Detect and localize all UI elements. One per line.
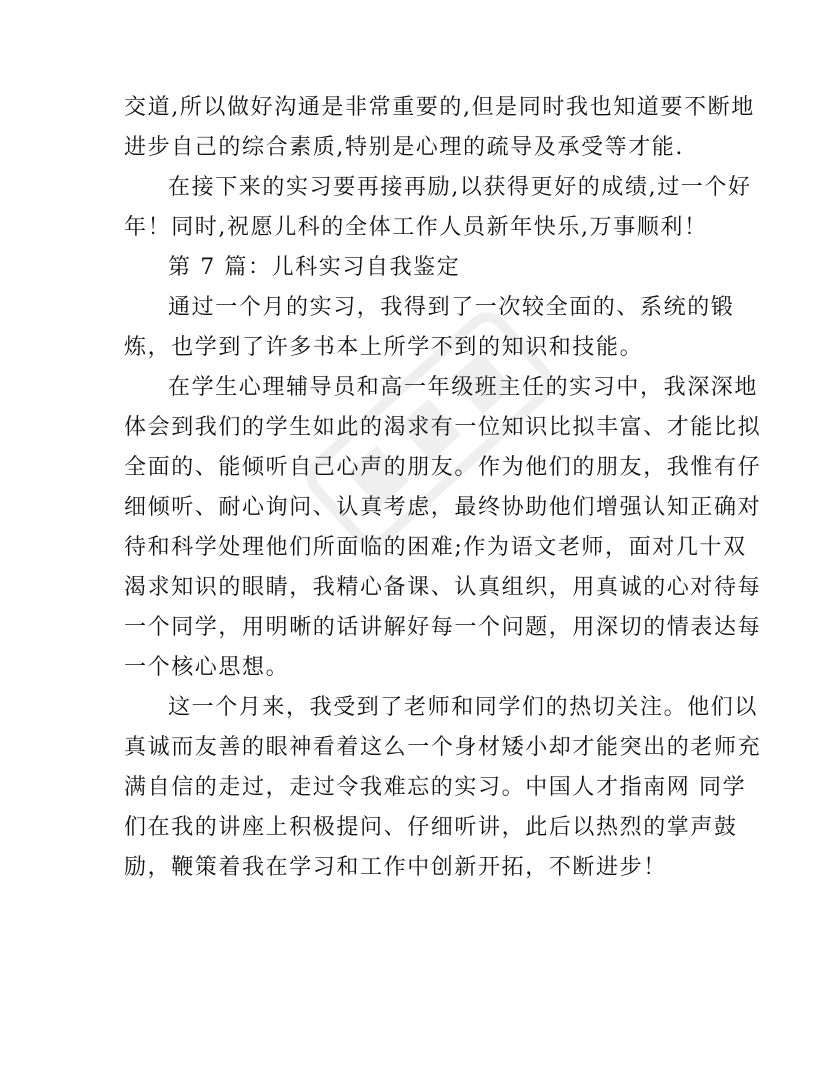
text-line: 年！同时,祝愿儿科的全体工作人员新年快乐,万事顺利！ <box>124 215 708 240</box>
paragraph-intro <box>124 288 735 368</box>
text-line: 真诚而友善的眼神看着这么一个身材矮小却才能突出的老师充 <box>124 735 762 760</box>
heading-text: 第 7 篇：儿科实习自我鉴定 <box>168 255 461 280</box>
text-line: 交道,所以做好沟通是非常重要的,但是同时我也知道要不断地 <box>124 95 755 120</box>
text-line: 体会到我们的学生如此的渴求有一位知识比拟丰富、才能比拟 <box>124 415 762 440</box>
paragraph-continued <box>124 88 755 168</box>
text-line: 励，鞭策着我在学习和工作中创新开拓，不断进步！ <box>124 855 667 880</box>
text-line: 在学生心理辅导员和高一年级班主任的实习中，我深深地 <box>168 375 759 400</box>
paragraph-reflection <box>124 688 762 888</box>
text-line: 一个核心思想。 <box>124 655 290 680</box>
paragraph-experience <box>124 368 762 688</box>
paragraph-closing <box>124 168 752 248</box>
text-line: 满自信的走过，走过令我难忘的实习。中国人才指南网 同学 <box>124 775 747 800</box>
document-body <box>124 88 762 888</box>
text-line: 炼，也学到了许多书本上所学不到的知识和技能。 <box>124 335 644 360</box>
text-line: 进步自己的综合素质,特别是心理的疏导及承受等才能. <box>124 135 684 160</box>
text-line: 渴求知识的眼睛，我精心备课、认真组织，用真诚的心对待每 <box>124 575 762 600</box>
section-heading <box>124 248 724 288</box>
text-line: 待和科学处理他们所面临的困难;作为语文老师，面对几十双 <box>124 535 747 560</box>
text-line: 们在我的讲座上积极提问、仔细听讲，此后以热烈的掌声鼓 <box>124 815 738 840</box>
text-line: 一个同学，用明晰的话讲解好每一个问题，用深切的情表达每 <box>124 615 762 640</box>
text-line: 这一个月来，我受到了老师和同学们的热切关注。他们以 <box>168 695 759 720</box>
text-line: 在接下来的实习要再接再励,以获得更好的成绩,过一个好 <box>168 175 752 200</box>
text-line: 细倾听、耐心询问、认真考虑，最终协助他们增强认知正确对 <box>124 495 762 520</box>
text-line: 全面的、能倾听自己心声的朋友。作为他们的朋友，我惟有仔 <box>124 455 762 480</box>
text-line: 通过一个月的实习，我得到了一次较全面的、系统的锻 <box>168 295 735 320</box>
